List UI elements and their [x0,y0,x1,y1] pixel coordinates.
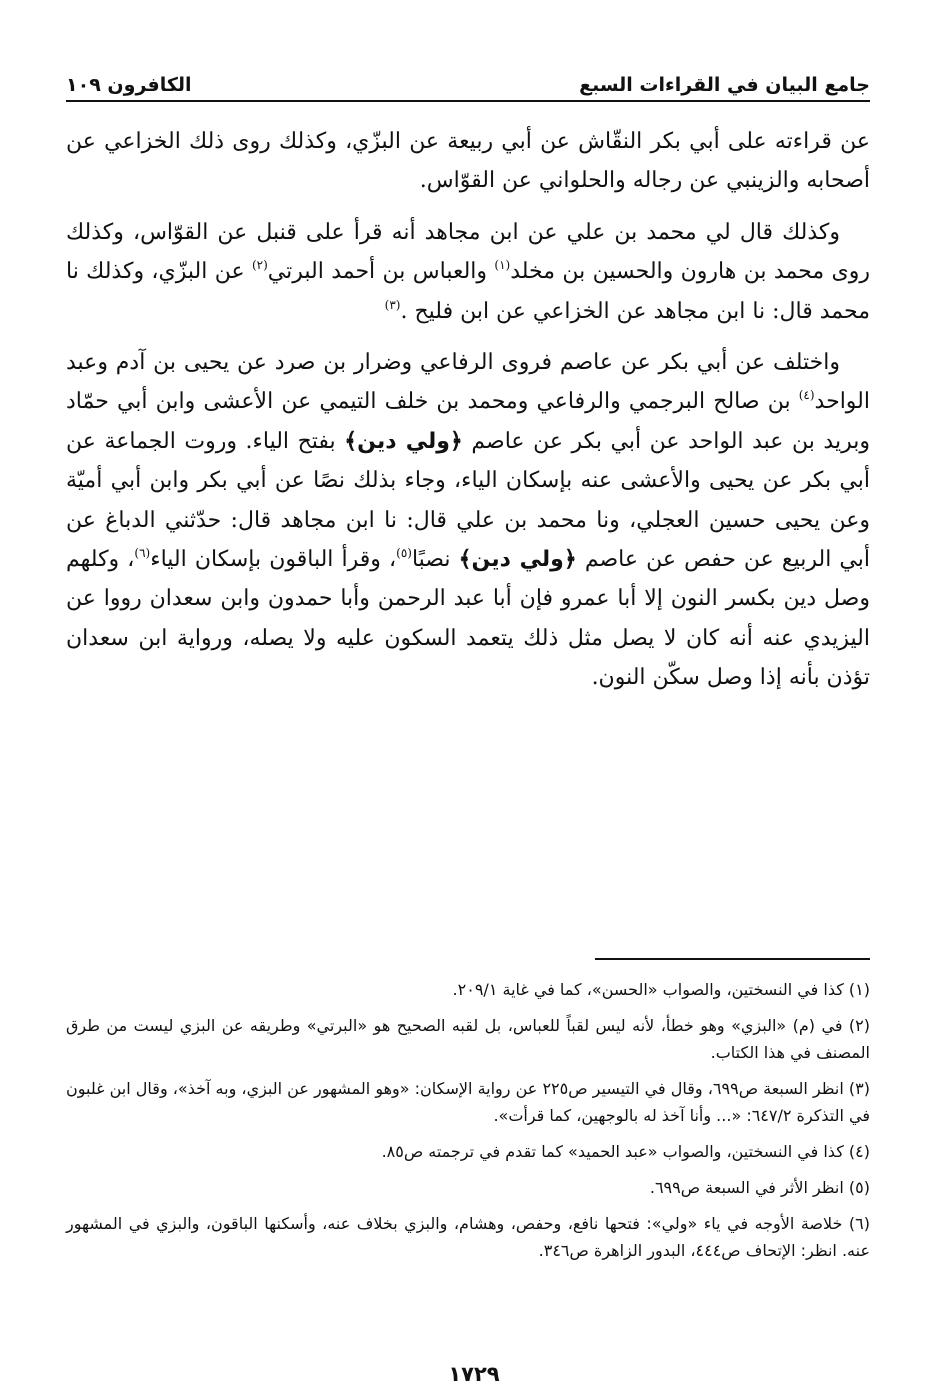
header-rule [66,100,870,102]
running-header [66,62,870,96]
surah-reference: الكافرون ١٠٩ [66,74,192,96]
paragraph-2-text-c: عن البزّي، وكذلك نا محمد قال: نا ابن مجاهد عن الخزاعي عن ابن فليح . [66,259,870,324]
paragraph-2 [66,213,870,331]
quran-quote-1: ﴿ولي دين﴾ [344,428,463,454]
book-title: جامع البيان في القراءات السبع [579,74,870,96]
footnote-separator [595,958,870,960]
footnote-5: (٥) انظر الأثر في السبعة ص٦٩٩. [649,1178,870,1197]
footnote-ref-3[interactable]: (٣) [384,297,401,312]
paragraph-2-text-b: والعباس بن أحمد البرتي [267,259,495,285]
footnote-ref-1[interactable]: (١) [494,258,511,273]
footnote-ref-6[interactable]: (٦) [134,546,151,561]
main-text [66,122,870,698]
paragraph-3-text-b: بن صالح البرجمي والرفاعي ومحمد بن خلف التيمي عن الأعشى وابن أبي حمّاد وبريد بن عبد الواحد عن أبي بكر عن عاصم [66,389,870,454]
footnotes [66,976,870,1273]
footnote-ref-5[interactable]: (٥) [396,546,412,561]
footnote-4: (٤) كذا في النسختين، والصواب «عبد الحميد» كما تقدم في ترجمته ص٨٥. [381,1142,870,1161]
footnote-1: (١) كذا في النسختين، والصواب «الحسن»، كما في غاية ٢٠٩/١. [452,980,870,999]
footnote-6: (٦) خلاصة الأوجه في ياء «ولي»: فتحها نافع، وحفص، وهشام، والبزي بخلاف عنه، وأسكنها الباقون، والبزي في المشهور عنه. انظر: الإتحاف ص٤٤٤، البدور الزاهرة ص٣٤٦. [66,1214,870,1260]
page-number: ١٧٢٩ [448,1362,500,1386]
paragraph-3-text-e: ، وقرأ الباقون بإسكان الياء [150,547,397,573]
paragraph-3-text-d: نصبًا [411,547,459,573]
paragraph-2-text-a: وكذلك قال لي محمد بن علي عن ابن مجاهد أنه قرأ على قنبل عن القوّاس، وكذلك روى محمد بن هارون والحسين بن مخلد [66,219,870,285]
footnote-3: (٣) انظر السبعة ص٦٩٩، وقال في التيسير ص٢٢٥ عن رواية الإسكان: «وهو المشهور عن البزي، وبه آخذ»، وقال ابن غلبون في التذكرة ٦٤٧/٢: «... وأنا آخذ له بالوجهين، كما قرأت». [66,1079,870,1125]
paragraph-3 [66,343,870,698]
paragraph-1-text: عن قراءته على أبي بكر النقّاش عن أبي ربيعة عن البزّي، وكذلك روى ذلك الخزاعي عن أصحابه والزينبي عن رجاله والحلواني عن القوّاس. [66,129,870,194]
quran-quote-2: ﴿ولي دين﴾ [458,547,577,573]
paragraph-3-text-c: بفتح الياء. وروت الجماعة عن أبي بكر عن يحيى والأعشى عنه بإسكان الياء، وجاء بذلك نصًا عن أبي بكر وابن أبي أميّة وعن يحيى حسين العجلي، ونا محمد بن علي قال: نا ابن مجاهد قال: حدّثني الدباغ عن أبي الربيع عن حفص عن عاصم [66,428,871,573]
footnote-ref-2[interactable]: (٢) [251,258,268,273]
paragraph-1 [66,122,870,201]
paragraph-3-text-a: واختلف عن أبي بكر عن عاصم فروى الرفاعي وضرار بن صرد عن يحيى بن آدم وعبد الواحد [66,350,870,415]
paragraph-3-text-f: ، وكلهم وصل دين بكسر النون إلا أبا عمرو فإن أبا عبد الرحمن وأبا حمدون وابن سعدان رووا عن اليزيدي عنه أنه كان لا يصل مثل ذلك يتعمد السكون عليه ولا يصله، ورواية ابن سعدان تؤذن بأنه إذا وصل سكّن النون. [66,547,870,691]
footnote-2: (٢) في (م) «البزي» وهو خطأ، لأنه ليس لقباً للعباس، بل لقبه الصحيح هو «البرتي» وطريقه عن البزي ليست من طرق المصنف في هذا الكتاب. [66,1016,870,1062]
footnote-ref-4[interactable]: (٤) [798,388,815,403]
